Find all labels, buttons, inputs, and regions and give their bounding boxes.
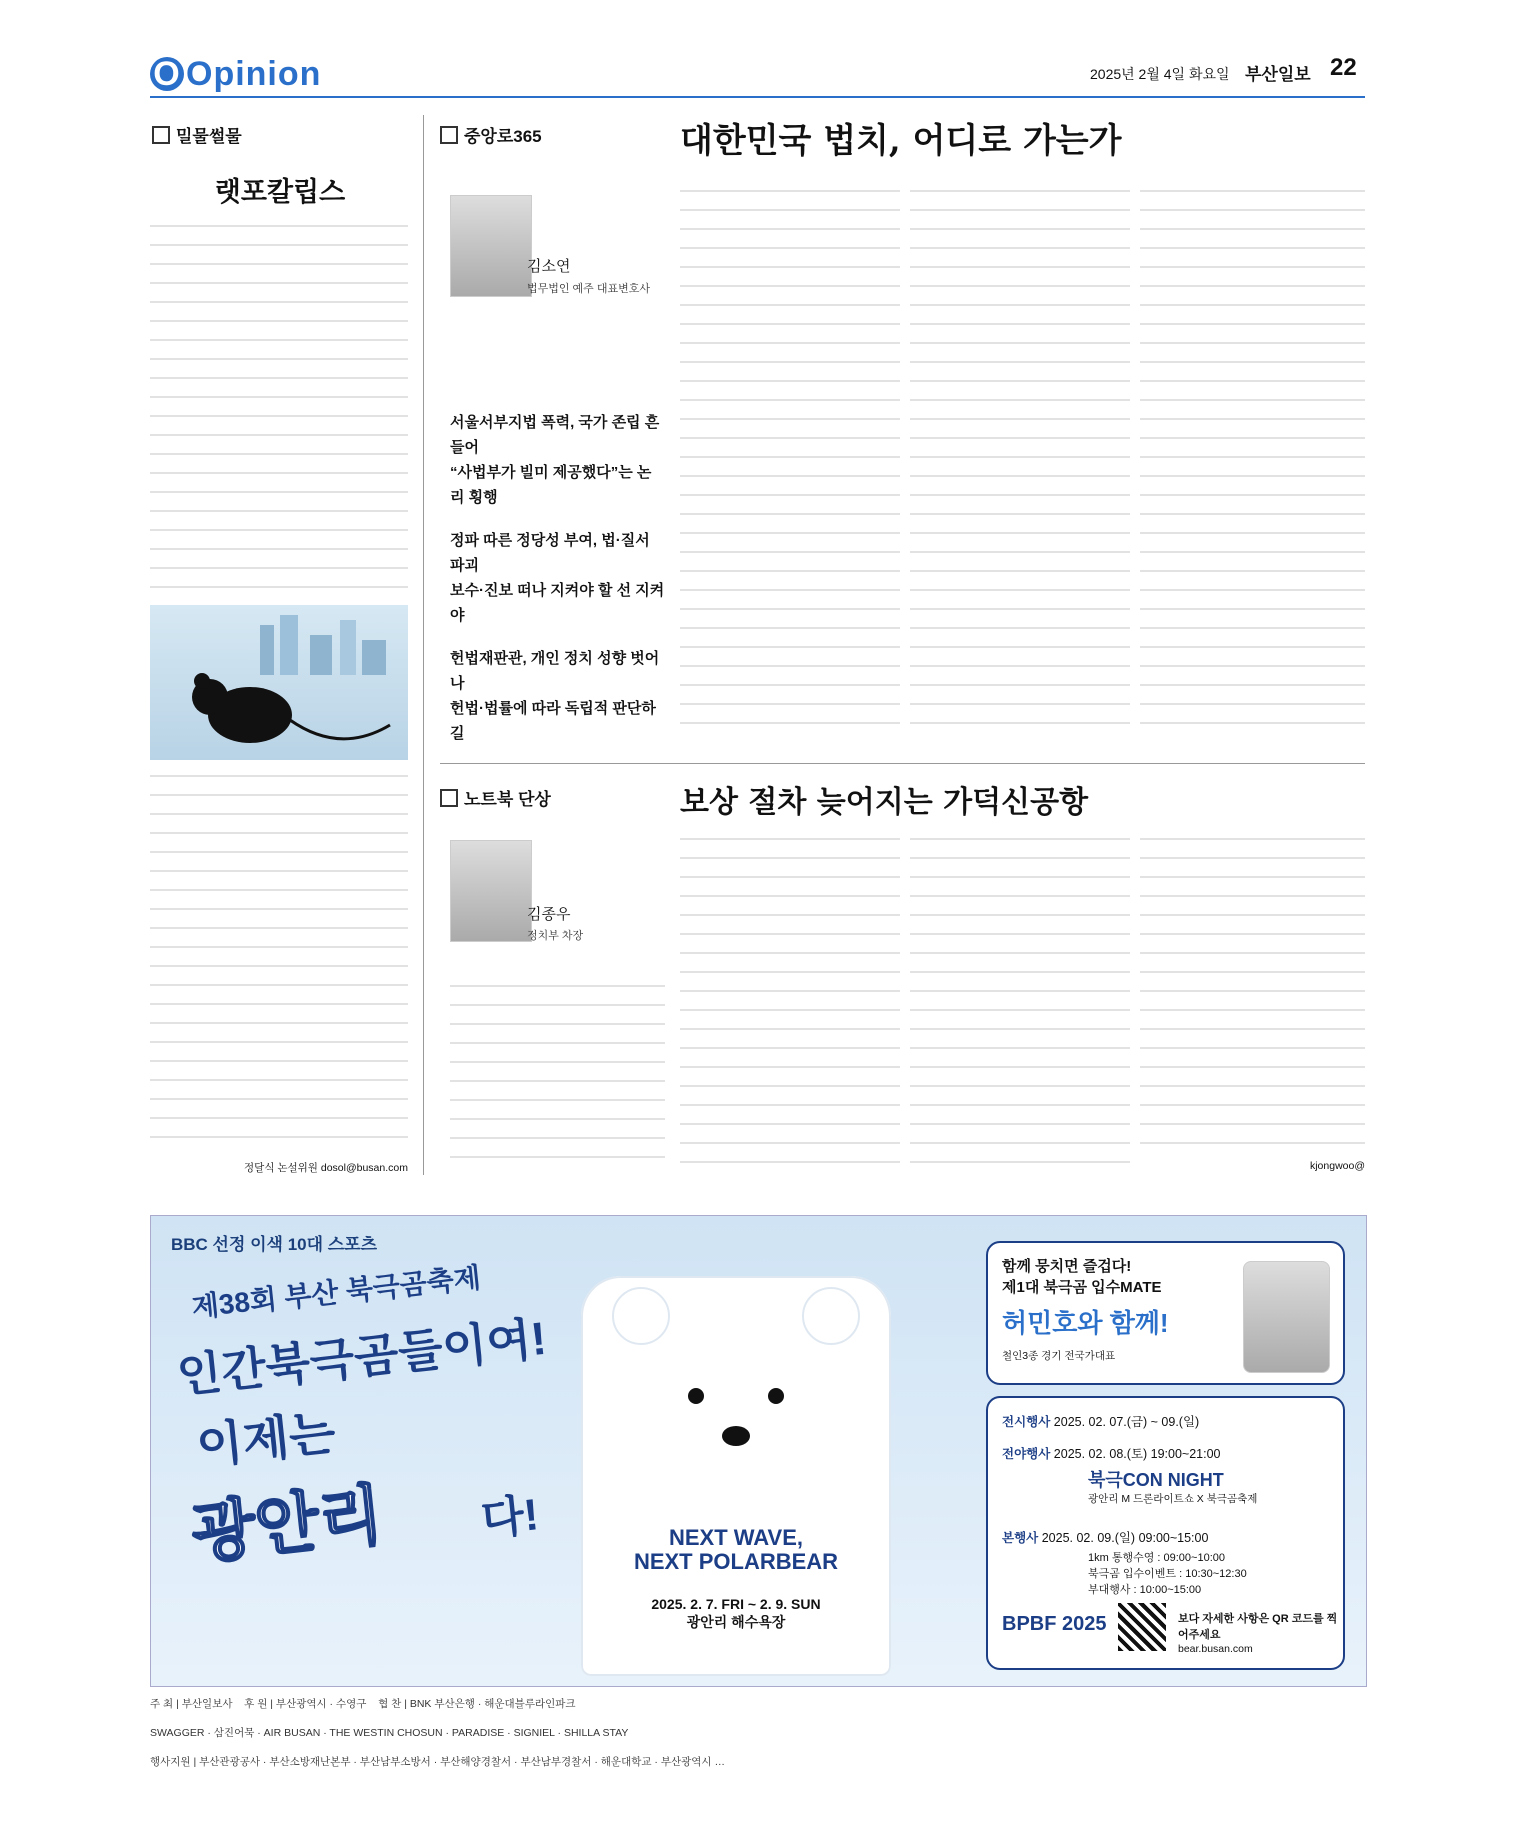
pull-quote: 정파 따른 정당성 부여, 법·질서 파괴 xyxy=(450,532,650,574)
author-photo-2 xyxy=(450,840,532,942)
sponsor-line-1: 주 최 | 부산일보사 후 원 | 부산광역시 · 수영구 협 찬 | BNK 부산은행 · 해운대블루라인파크 xyxy=(150,1698,576,1710)
col1-body-top xyxy=(150,225,408,595)
mate-photo xyxy=(1243,1261,1330,1373)
rat-icon xyxy=(150,605,408,760)
issue-date: 2025년 2월 4일 화요일 xyxy=(1090,66,1230,82)
pull-quote: “사법부가 빌미 제공했다”는 논리 횡행 xyxy=(450,464,652,506)
schedule-row: 본행사 2025. 02. 09.(일) 09:00~15:00 xyxy=(1002,1531,1209,1545)
main1-section-label: 중앙로365 xyxy=(440,122,542,147)
ad-slogan-2: 이제는 xyxy=(194,1406,339,1475)
ad-venue: 광안리 해수욕장 xyxy=(686,1614,786,1630)
col1-body-bottom xyxy=(150,775,408,1155)
ad-next-bear: NEXT POLARBEAR xyxy=(633,1549,839,1574)
column-divider xyxy=(423,115,424,1175)
ad-tagline: BBC 선정 이색 10대 스포츠 xyxy=(171,1235,378,1254)
pull-quote: 헌법·법률에 따라 독립적 판단하길 xyxy=(450,700,656,742)
masthead-rule xyxy=(150,96,1365,98)
ad-slogan-4: 다! xyxy=(479,1490,542,1545)
col1-section-label: 밀물썰물 xyxy=(152,122,242,147)
section-divider xyxy=(440,763,1365,764)
con-night-title: 북극CON NIGHT xyxy=(1088,1470,1224,1490)
main2-col-b xyxy=(910,838,1130,1173)
sponsor-strip xyxy=(150,1688,1365,1833)
main1-col-c xyxy=(1140,190,1365,740)
main2-col-a xyxy=(680,838,900,1173)
pull-quote: 보수·진보 떠나 지켜야 할 선 지켜야 xyxy=(450,582,665,624)
col1-credit: 정달식 논설위원 dosol@busan.com xyxy=(244,1162,408,1174)
main2-headline: 보상 절차 늦어지는 가덕신공항 xyxy=(680,785,1089,820)
bpbf-logo: BPBF 2025 xyxy=(1002,1613,1107,1635)
schedule-row: 전시행사 2025. 02. 07.(금) ~ 09.(일) xyxy=(1002,1415,1200,1429)
main1-headline: 대한민국 법치, 어디로 가는가 xyxy=(680,121,1122,161)
page-number: 22 xyxy=(1330,54,1357,81)
ad-slogan-3: 광안리 xyxy=(188,1477,387,1571)
col1-title: 랫포칼립스 xyxy=(214,177,346,208)
main2-section-label: 노트북 단상 xyxy=(440,785,551,810)
author-photo xyxy=(450,195,532,297)
festival-url[interactable]: bear.busan.com xyxy=(1178,1643,1253,1655)
main1-col-a xyxy=(680,190,900,740)
schedule-card xyxy=(986,1396,1345,1670)
sponsor-line-2: SWAGGER · 삼진어묵 · AIR BUSAN · THE WESTIN CHOSUN · PARADISE · SIGNIEL · SHILLA STAY xyxy=(150,1727,629,1739)
main1-author: 김소연 xyxy=(527,258,571,275)
mate-name: 허민호와 함께! xyxy=(1002,1308,1169,1338)
mate-line-2: 제1대 북극곰 입수MATE xyxy=(1002,1279,1162,1296)
opinion-logo: O Opinion xyxy=(150,55,321,94)
sponsor-line-3: 행사지원 | 부산관광공사 · 부산소방재난본부 · 부산남부소방서 · 부산해양경찰서 · 부산남부경찰서 · 해운대학교 · 부산광역시 … xyxy=(150,1756,725,1768)
main1-col-b xyxy=(910,190,1130,740)
main1-role: 법무법인 예주 대표변호사 xyxy=(527,283,650,295)
main2-author: 김종우 xyxy=(527,906,571,923)
polar-bear-face-icon xyxy=(581,1276,891,1476)
ad-dates: 2025. 2. 7. FRI ~ 2. 9. SUN xyxy=(651,1596,821,1612)
festival-advertisement[interactable] xyxy=(150,1215,1367,1687)
polar-bear-illustration xyxy=(581,1276,891,1676)
main2-role: 정치부 차장 xyxy=(527,930,584,942)
mate-desc: 철인3종 경기 전국가대표 xyxy=(1002,1350,1116,1362)
mate-line-1: 함께 뭉치면 즐겁다! xyxy=(1002,1258,1132,1275)
schedule-row: 전야행사 2025. 02. 08.(토) 19:00~21:00 xyxy=(1002,1447,1221,1461)
main2-col-0 xyxy=(450,985,665,1175)
qr-text: 보다 자세한 사항은 QR 코드를 찍어주세요 xyxy=(1178,1613,1338,1641)
con-night-sub: 광안리 M 드론라이트쇼 X 북극곰축제 xyxy=(1088,1493,1258,1505)
ad-event-name: 제38회 부산 북극곰축제 xyxy=(190,1261,483,1324)
main2-col-c xyxy=(1140,838,1365,1158)
qr-code-icon[interactable] xyxy=(1118,1603,1166,1651)
pull-quote: 서울서부지법 폭력, 국가 존립 흔들어 xyxy=(450,414,660,456)
pull-quote: 헌법재판관, 개인 정치 성향 벗어나 xyxy=(450,650,660,692)
ad-slogan-1: 인간북극곰들이여! xyxy=(174,1311,549,1403)
rat-city-illustration xyxy=(150,605,408,760)
mate-card xyxy=(986,1241,1345,1385)
paper-name: 부산일보 xyxy=(1245,65,1311,84)
main2-credit: kjongwoo@ xyxy=(1309,1160,1365,1172)
main-event-items: 1km 통행수영 : 09:00~10:00 북극곰 입수이벤트 : 10:30~12:30 부대행사 : 10:00~15:00 xyxy=(1088,1552,1247,1596)
ad-next-wave: NEXT WAVE, xyxy=(668,1525,804,1550)
main1-pull-quotes xyxy=(450,410,665,746)
